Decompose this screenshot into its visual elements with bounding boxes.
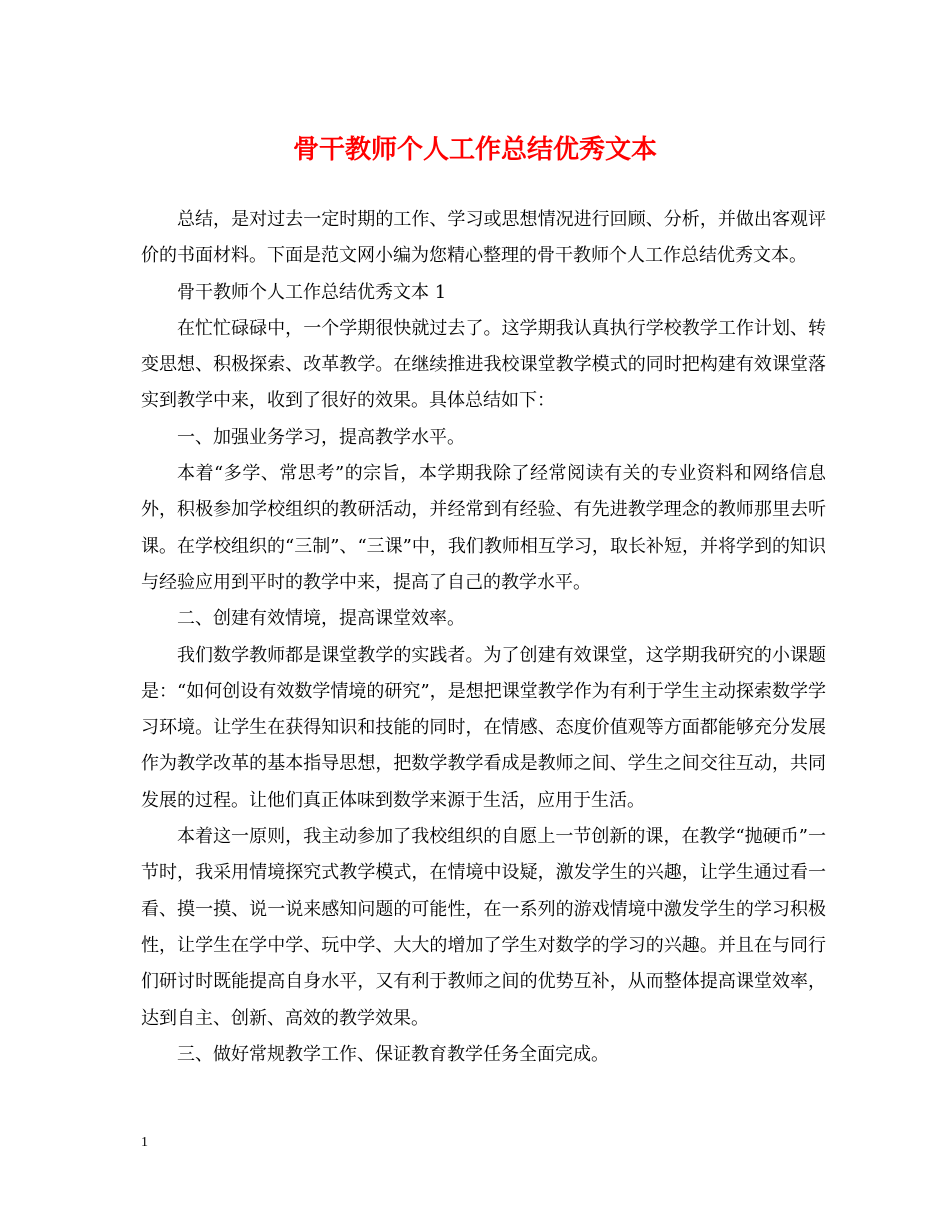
- body-paragraph: 本着“多学、常思考”的宗旨，本学期我除了经常阅读有关的专业资料和网络信息外，积极参加学校组织的教研活动，并经常到有经验、有先进教学理念的教师那里去听课。在学校组织的“三制”、“三课”中，我们教师相互学习，取长补短，并将学到的知识与经验应用到平时的教学中来，提高了自己的教学水平。: [141, 463, 826, 593]
- body-paragraph: 在忙忙碌碌中，一个学期很快就过去了。这学期我认真执行学校教学工作计划、转变思想、积极探索、改革教学。在继续推进我校课堂教学模式的同时把构建有效课堂落实到教学中来，收到了很好的效果。具体总结如下：: [141, 317, 826, 412]
- document-body: [141, 202, 826, 1073]
- section-heading-1: 骨干教师个人工作总结优秀文本 1: [177, 281, 447, 303]
- page-title: 骨干教师个人工作总结优秀文本: [292, 135, 657, 165]
- subheading-2: 二、创建有效情境，提高课堂效率。: [177, 608, 465, 630]
- body-paragraph: 我们数学教师都是课堂教学的实践者。为了创建有效课堂，这学期我研究的小课题是：“如何创设有效数学情境的研究”，是想把课堂教学作为有利于学生主动探索数学学习环境。让学生在获得知识和技能的同时，在情感、态度价值观等方面都能够充分发展作为教学改革的基本指导思想，把数学教学看成是教师之间、学生之间交往互动，共同发展的过程。让他们真正体味到数学来源于生活，应用于生活。: [141, 644, 826, 811]
- page-number: 1: [141, 1135, 148, 1150]
- subheading-3: 三、做好常规教学工作、保证教育教学任务全面完成。: [177, 1043, 609, 1065]
- subheading-1: 一、加强业务学习，提高教学水平。: [177, 426, 465, 448]
- intro-paragraph: 总结，是对过去一定时期的工作、学习或思想情况进行回顾、分析，并做出客观评价的书面材料。下面是范文网小编为您精心整理的骨干教师个人工作总结优秀文本。: [141, 209, 826, 267]
- body-paragraph: 本着这一原则，我主动参加了我校组织的自愿上一节创新的课，在教学“抛硬币”一节时，我采用情境探究式教学模式，在情境中设疑，激发学生的兴趣，让学生通过看一看、摸一摸、说一说来感知问题的可能性，在一系列的游戏情境中激发学生的学习积极性，让学生在学中学、玩中学、大大的增加了学生对数学的学习的兴趣。并且在与同行们研讨时既能提高自身水平，又有利于教师之间的优势互补，从而整体提高课堂效率，达到自主、创新、高效的教学效果。: [141, 826, 826, 1029]
